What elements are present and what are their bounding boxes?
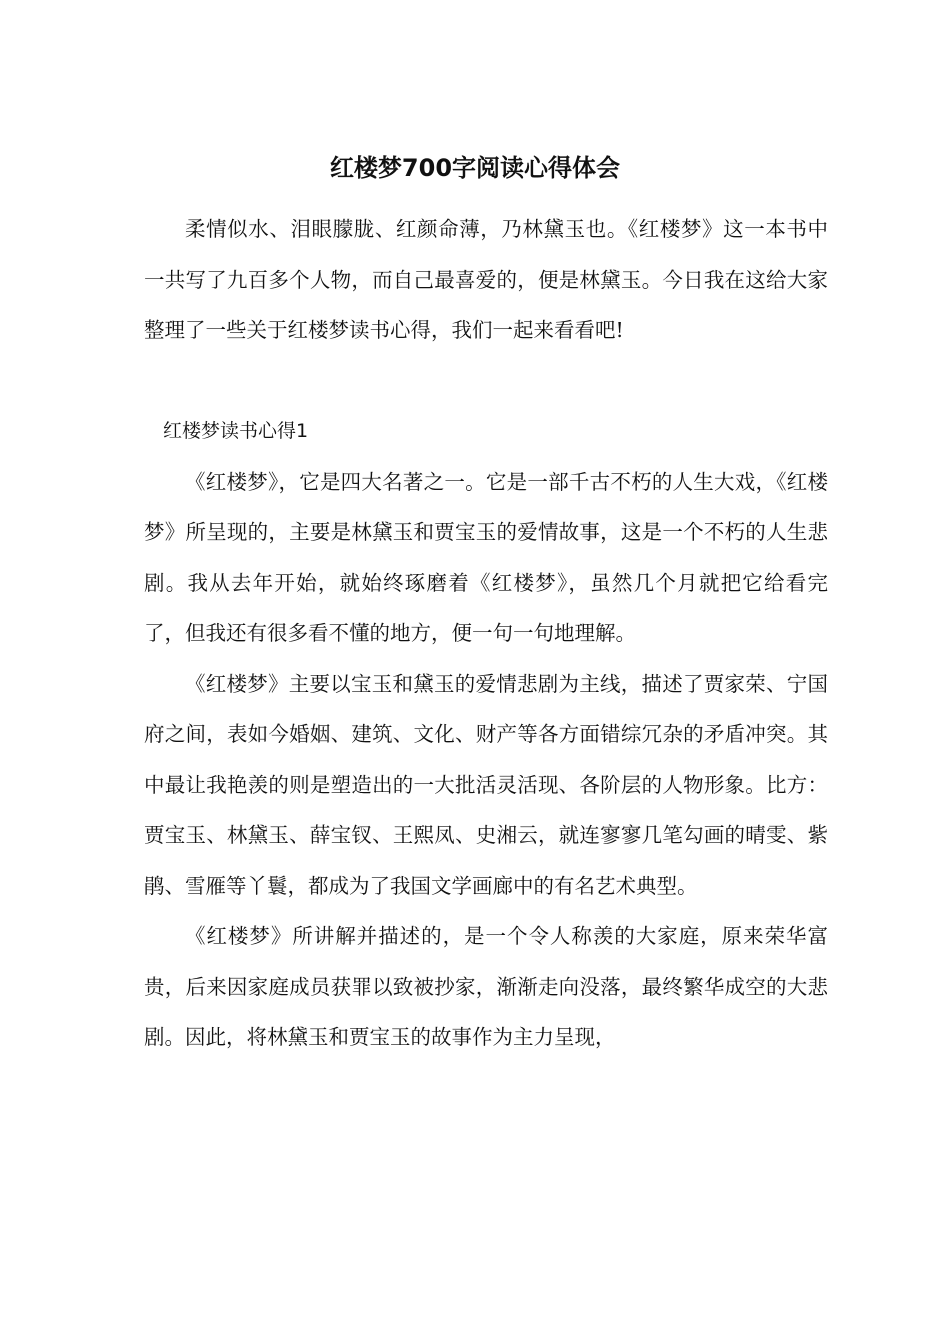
intro-paragraph: 柔情似水、泪眼朦胧、红颜命薄，乃林黛玉也。《红楼梦》这一本书中一共写了九百多个人物，而自己最喜爱的，便是林黛玉。今日我在这给大家整理了一些关于红楼梦读书心得，我们一起来看看吧!	[144, 217, 828, 342]
body-paragraph-2: 《红楼梦》主要以宝玉和黛玉的爱情悲剧为主线，描述了贾家荣、宁国府之间，表如今婚姻、建筑、文化、财产等各方面错综冗杂的矛盾冲突。其中最让我艳羡的则是塑造出的一大批活灵活现、各阶层的人物形象。比方：贾宝玉、林黛玉、薛宝钗、王熙凤、史湘云，就连寥寥几笔勾画的晴雯、紫鹃、雪雁等丫鬟，都成为了我国文学画廊中的有名艺术典型。	[144, 671, 828, 898]
blank-line	[144, 356, 828, 407]
section-heading: 红楼梦读书心得1	[163, 420, 309, 442]
document-body	[144, 204, 828, 1063]
body-paragraph-1: 《红楼梦》，它是四大名著之一。它是一部千古不朽的人生大戏，《红楼梦》所呈现的，主要是林黛玉和贾宝玉的爱情故事，这是一个不朽的人生悲剧。我从去年开始，就始终琢磨着《红楼梦》，虽然几个月就把它给看完了，但我还有很多看不懂的地方，便一句一句地理解。	[144, 469, 828, 645]
body-paragraph-3: 《红楼梦》所讲解并描述的，是一个令人称羡的大家庭，原来荣华富贵，后来因家庭成员获罪以致被抄家，渐渐走向没落，最终繁华成空的大悲剧。因此，将林黛玉和贾宝玉的故事作为主力呈现，	[144, 924, 828, 1049]
document-title: 红楼梦700字阅读心得体会	[329, 154, 621, 182]
